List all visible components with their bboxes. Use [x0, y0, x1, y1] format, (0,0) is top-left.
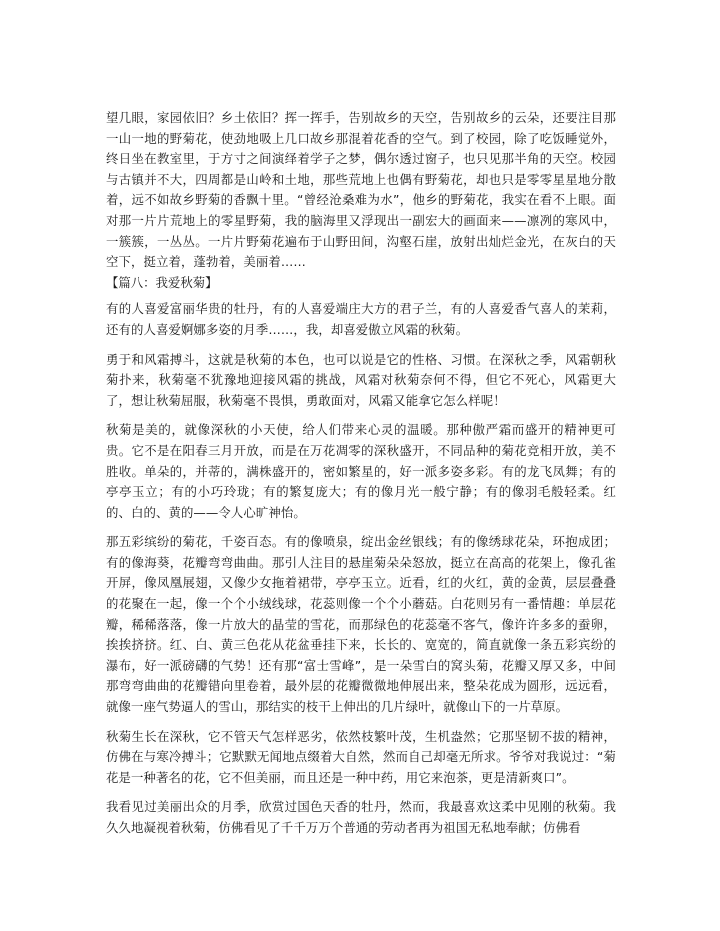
paragraph-7: 我看见过美丽出众的月季，欣赏过国色天香的牡丹，然而，我最喜欢这柔中见刚的秋菊。我久久地凝视着秋菊，仿佛看见了千千万万个普通的劳动者再为祖国无私地奉献；仿佛看 [106, 799, 616, 835]
paragraph-6: 秋菊生长在深秋，它不管天气怎样恶劣，依然枝繁叶茂，生机盎然；它那坚韧不拔的精神，仿佛在与寒冷搏斗；它默默无闻地点缀着大自然，然而自己却毫无所求。爷爷对我说过：“菊花是一种著名的花，它不但美丽，而且还是一种中药，用它来泡茶，更是清新爽口”。 [106, 728, 616, 785]
paragraph-1: 望几眼，家园依旧？乡土依旧？挥一挥手，告别故乡的天空，告别故乡的云朵，还要注目那一山一地的野菊花，使劲地吸上几口故乡那混着花香的空气。到了校园，除了吃饭睡觉外，终日坐在教室里，于方寸之间演绎着学子之梦，偶尔透过窗子，也只见那半角的天空。校园与古镇并不大，四周都是山岭和土地，那些荒地上也偶有野菊花，却也只是零零星星地分散着，远不如故乡野菊的香飘十里。“曾经沧桑难为水”，他乡的野菊花，我实在看不上眼。面对那一片片荒地上的零星野菊，我的脑海里又浮现出一副宏大的画面来——凛冽的寒风中，一簇簇，一丛丛。一片片野菊花遍布于山野田间，沟壑石崖，放射出灿烂金光，在灰白的天空下，挺立着，蓬勃着，美丽着…… [106, 110, 616, 270]
paragraph-4: 秋菊是美的，就像深秋的小天使，给人们带来心灵的温暖。那种傲严霜而盛开的精神更可贵。它不是在阳春三月开放，而是在万花凋零的深秋盛开，不同品种的菊花竞相开放，美不胜收。单朵的，并蒂的，满株盛开的，密如繁星的，好一派多姿多彩。有的龙飞凤舞；有的亭亭玉立；有的小巧玲珑；有的繁复庞大；有的像月光一般宁静；有的像羽毛般轻柔。红的、白的、黄的——令人心旷神怡。 [106, 422, 616, 520]
paragraph-3: 勇于和风霜搏斗，这就是秋菊的本色，也可以说是它的性格、习惯。在深秋之季，风霜朝秋菊扑来，秋菊毫不犹豫地迎接风霜的挑战，风霜对秋菊奈何不得，但它不死心，风霜更大了，想让秋菊屈服，秋菊毫不畏惧，勇敢面对，风霜又能拿它怎么样呢！ [106, 351, 616, 408]
paragraph-2: 有的人喜爱富丽华贵的牡丹，有的人喜爱端庄大方的君子兰，有的人喜爱香气喜人的茉莉，还有的人喜爱婀娜多姿的月季……，我，却喜爱傲立风霜的秋菊。 [106, 301, 616, 337]
paragraph-5: 那五彩缤纷的菊花，千姿百态。有的像喷泉，绽出金丝银线；有的像绣球花朵，环抱成团；有的像海葵，花瓣弯弯曲曲。那引人注目的悬崖菊朵朵怒放，挺立在高高的花架上，像孔雀开屏，像凤凰展翅，又像少女拖着裙带，亭亭玉立。近看，红的火红，黄的金黄，层层叠叠的花聚在一起，像一个个小绒线球，花蕊则像一个个小蘑菇。白花则另有一番情趣：单层花瓣，稀稀落落，像一片放大的晶莹的雪花，而那绿色的花蕊毫不客气，像许许多多的蚕卵，挨挨挤挤。红、白、黄三色花从花盆垂挂下来，长长的、宽宽的，简直就像一条五彩宾纷的瀑布，好一派磅礴的气势！还有那“富士雪峰”，是一朵雪白的窝头菊，花瓣又厚又多，中间那弯弯曲曲的花瓣错向里卷着，最外层的花瓣微微地伸展出来，整朵花成为圆形，远远看，就像一座气势逼人的雪山，那结实的枝干上伸出的几片绿叶，就像山下的一片草原。 [106, 534, 616, 715]
section-heading: 【篇八：我爱秋菊】 [106, 274, 218, 290]
document-page [106, 108, 616, 839]
